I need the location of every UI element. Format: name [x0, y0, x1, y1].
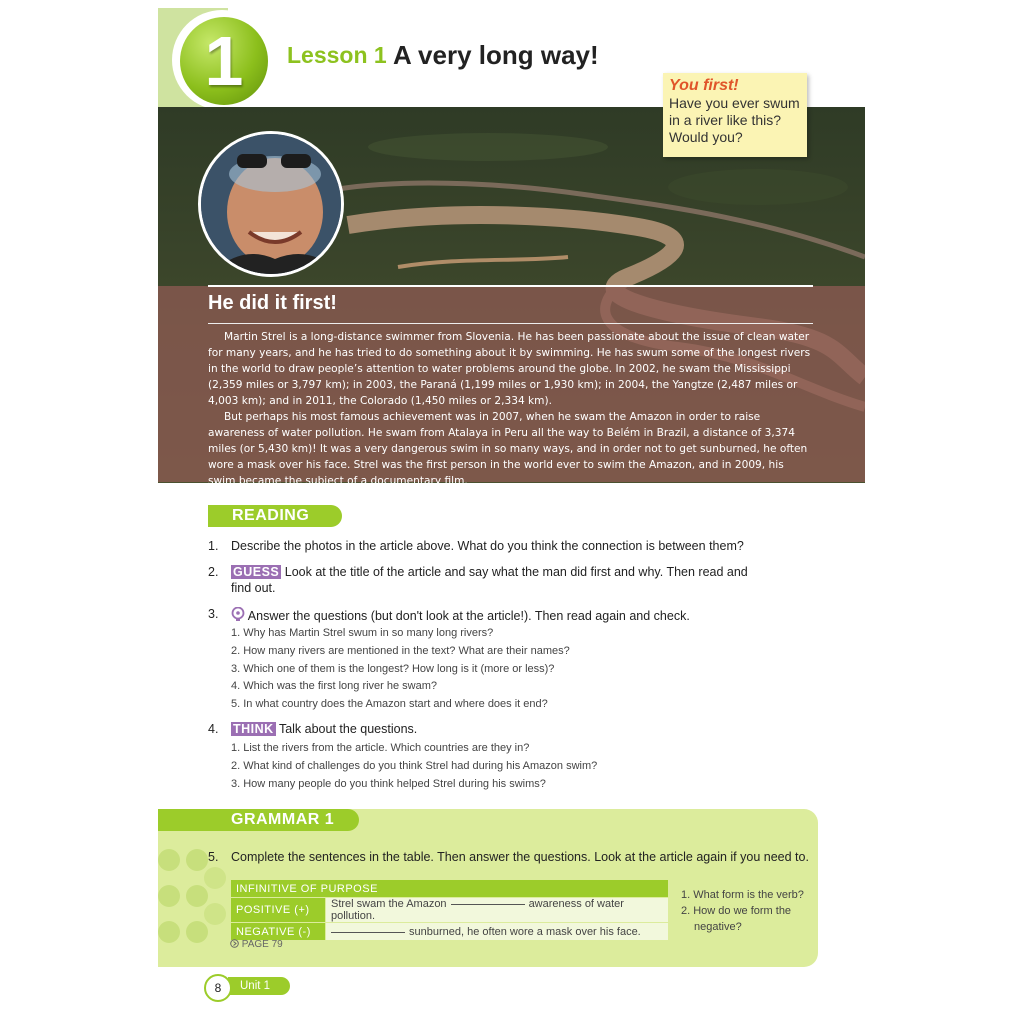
- answer-blank[interactable]: [451, 904, 525, 905]
- positive-label: POSITIVE (+): [231, 898, 326, 923]
- you-first-note: [663, 73, 807, 157]
- question-3: [208, 607, 808, 625]
- table-title: INFINITIVE OF PURPOSE: [231, 880, 669, 898]
- sub-question: 1. Why has Martin Strel swum in so many long rivers?: [231, 627, 494, 639]
- sub-question: 1. List the rivers from the article. Which countries are they in?: [231, 742, 530, 754]
- think-tag: THINK: [233, 722, 274, 736]
- page-reference-text: PAGE 79: [241, 939, 283, 950]
- question-number: 1.: [208, 539, 219, 553]
- question-text: Describe the photos in the article above. What do you think the connection is between them?: [231, 539, 744, 553]
- positive-sentence-start: Strel swam the Amazon: [331, 898, 447, 910]
- table-row: [231, 923, 669, 941]
- positive-sentence-end: awareness of water pollution.: [331, 898, 624, 922]
- page-link-icon: [230, 939, 239, 948]
- positive-sentence: [326, 898, 669, 923]
- sub-question: 4. Which was the first long river he swam?: [231, 680, 438, 692]
- article-paragraph: But perhaps his most famous achievement was in 2007, when he swam the Amazon in order to raise awareness of water pollution. He swam from Atalaya in Peru all the way to Belém in Brazil, a distance of 3,374 miles (or 5,430 km)! It was a very dangerous swim in so many ways, and in order not to get sunburned, he often wore a mask over his face. Strel was the first person in the world ever to swim the Amazon, and in 2009, his swim became the subject of a documentary film.: [208, 411, 808, 487]
- side-question: 1. What form is the verb?: [681, 889, 804, 901]
- lesson-number-badge: 1: [180, 17, 268, 105]
- lesson-label: Lesson 1: [287, 42, 387, 68]
- footer-unit-label: [228, 977, 290, 995]
- sub-question: 3. Which one of them is the longest? How long is it (more or less)?: [231, 663, 555, 675]
- article-top-rule: [208, 285, 813, 287]
- negative-sentence-end: sunburned, he often wore a mask over his face.: [409, 925, 641, 938]
- page-reference[interactable]: [230, 939, 283, 950]
- answer-blank[interactable]: [331, 932, 405, 933]
- grammar-section-header: GRAMMAR 1: [158, 809, 359, 831]
- article-divider: [208, 323, 813, 324]
- negative-label: NEGATIVE (-): [231, 923, 326, 941]
- sub-question: 5. In what country does the Amazon start and where does it end?: [231, 698, 548, 710]
- page-number: 8: [204, 974, 232, 1002]
- question-number: 5.: [208, 850, 219, 864]
- memory-lightbulb-icon: [231, 607, 245, 622]
- grammar-table: [230, 879, 669, 941]
- question-1: [208, 539, 808, 557]
- article-body: [208, 329, 813, 489]
- question-5: [208, 850, 808, 868]
- grammar-side-questions: [681, 887, 811, 935]
- reading-section-header: READING: [208, 505, 342, 527]
- unit-label: Unit 1: [240, 980, 271, 992]
- sub-question: 2. What kind of challenges do you think Strel had during his Amazon swim?: [231, 760, 598, 772]
- question-text: Look at the title of the article and say what the man did first and why. Then read and: [284, 565, 748, 579]
- sub-question: 3. How many people do you think helped Strel during his swims?: [231, 778, 546, 790]
- negative-sentence: [326, 923, 669, 941]
- question-text: Complete the sentences in the table. Then answer the questions. Look at the article again if you need to.: [231, 850, 809, 864]
- question-number: 4.: [208, 722, 219, 736]
- guess-tag: GUESS: [233, 565, 280, 579]
- question-text: Answer the questions (but don't look at the article!). Then read again and check.: [247, 609, 690, 623]
- you-first-question: Have you ever swum in a river like this? Would you?: [669, 95, 800, 145]
- question-text: Talk about the questions.: [278, 722, 418, 736]
- question-number: 2.: [208, 565, 219, 579]
- swimmer-portrait: [198, 131, 344, 277]
- side-question: 2. How do we form the: [681, 905, 792, 917]
- question-text-continued: find out.: [231, 581, 276, 595]
- side-question-continued: negative?: [694, 921, 742, 933]
- article-title: He did it first!: [208, 292, 337, 314]
- question-number: 3.: [208, 607, 219, 621]
- article-paragraph: Martin Strel is a long-distance swimmer from Slovenia. He has been passionate about the issue of clean water for many years, and he has tried to do something about it by swimming. He has swum some of the longest rivers in the world to draw people’s attention to water problems around the globe. In 2002, he swam the Mississippi (2,359 miles or 3,797 km); in 2003, the Paraná (1,199 miles or 1,930 km); in 2004, the Yangtze (2,487 miles or 4,003 km); and in 2011, the Colorado (1,450 miles or 2,334 km).: [208, 331, 811, 407]
- you-first-heading: You first!: [669, 77, 739, 94]
- sub-question: 2. How many rivers are mentioned in the text? What are their names?: [231, 645, 570, 657]
- question-4: [208, 722, 808, 740]
- table-row: [231, 898, 669, 923]
- lesson-title: A very long way!: [393, 40, 599, 70]
- question-2: [208, 565, 808, 599]
